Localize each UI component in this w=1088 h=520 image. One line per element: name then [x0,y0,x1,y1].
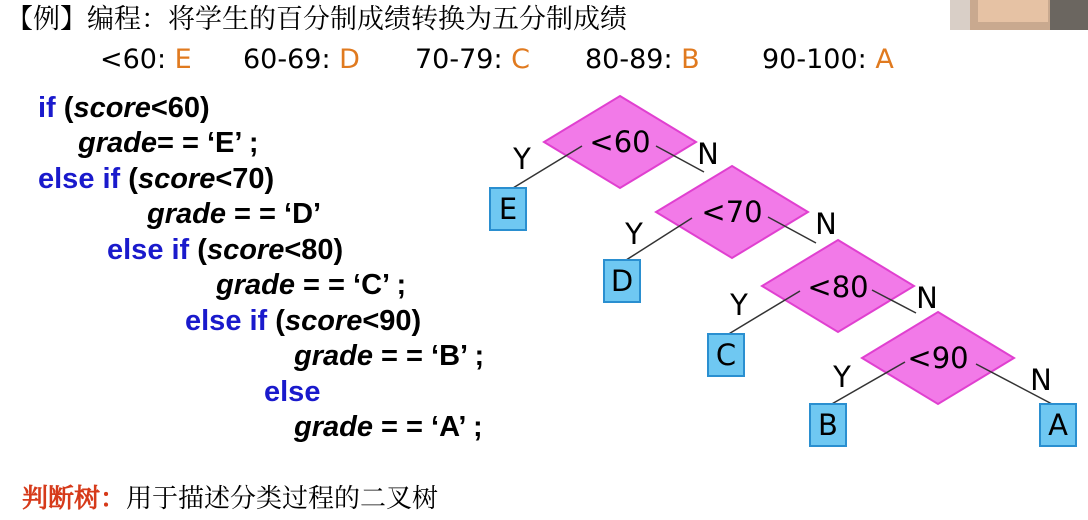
code-keyword: if [38,92,56,124]
definition-footer [22,482,438,516]
code-keyword: else if [38,163,121,195]
condition-label: <90 [907,341,969,375]
code-variable: grade [294,411,373,443]
code-text: ( [189,234,207,266]
yes-label: Y [730,288,748,322]
yes-label: Y [513,142,531,176]
condition-label: <80 [807,270,869,304]
code-variable: score [206,234,285,266]
no-label: N [697,137,719,171]
code-variable: grade [294,340,373,372]
code-text: <60) [150,92,210,124]
code-text: = = ‘A’ ; [372,411,483,443]
no-label: N [1030,363,1052,397]
code-variable: grade [147,198,226,230]
leaf-label: D [610,264,634,298]
code-text: ( [120,163,138,195]
grade-letter: E [174,44,192,75]
code-text: ( [55,92,74,124]
condition-label: <60 [589,125,651,159]
leaf-label: A [1048,408,1068,442]
slide-title: 【例】编程：将学生的百分制成绩转换为五分制成绩 [6,4,627,35]
footer-term-label: 判断树： [22,484,127,514]
grade-letter: C [511,44,530,75]
code-keyword: else if [185,305,268,337]
footer-definition-text: 用于描述分类过程的二叉树 [126,484,439,514]
grade-letter: B [681,44,700,75]
grade-range: 80-89: [585,44,682,75]
code-text: = = ‘C’ ; [294,269,407,301]
grade-range: 90-100: [762,44,876,75]
grade-range: 70-79: [415,44,512,75]
code-keyword: else [264,376,321,408]
grade-letter: D [339,44,360,75]
code-text: <80) [284,234,344,266]
code-variable: score [137,163,216,195]
leaf-label: E [498,192,518,226]
yes-label: Y [833,360,851,394]
leaf-label: B [818,408,838,442]
code-text: = = ‘E’ ; [156,127,259,159]
condition-label: <70 [701,195,763,229]
no-label: N [916,281,938,315]
code-text: <70) [215,163,275,195]
no-label: N [815,207,837,241]
yes-label: Y [625,217,643,251]
leaf-label: C [715,338,737,372]
code-text: = = ‘D’ [225,198,322,230]
grade-range: 60-69: [243,44,340,75]
grade-letter: A [875,44,894,75]
code-text: ( [267,305,285,337]
code-variable: grade [78,127,157,159]
code-variable: grade [216,269,295,301]
code-keyword: else if [107,234,190,266]
code-text: = = ‘B’ ; [372,340,485,372]
code-text: <90) [362,305,422,337]
code-variable: score [284,305,363,337]
grade-range: <60: [100,44,175,75]
code-variable: score [73,92,151,124]
